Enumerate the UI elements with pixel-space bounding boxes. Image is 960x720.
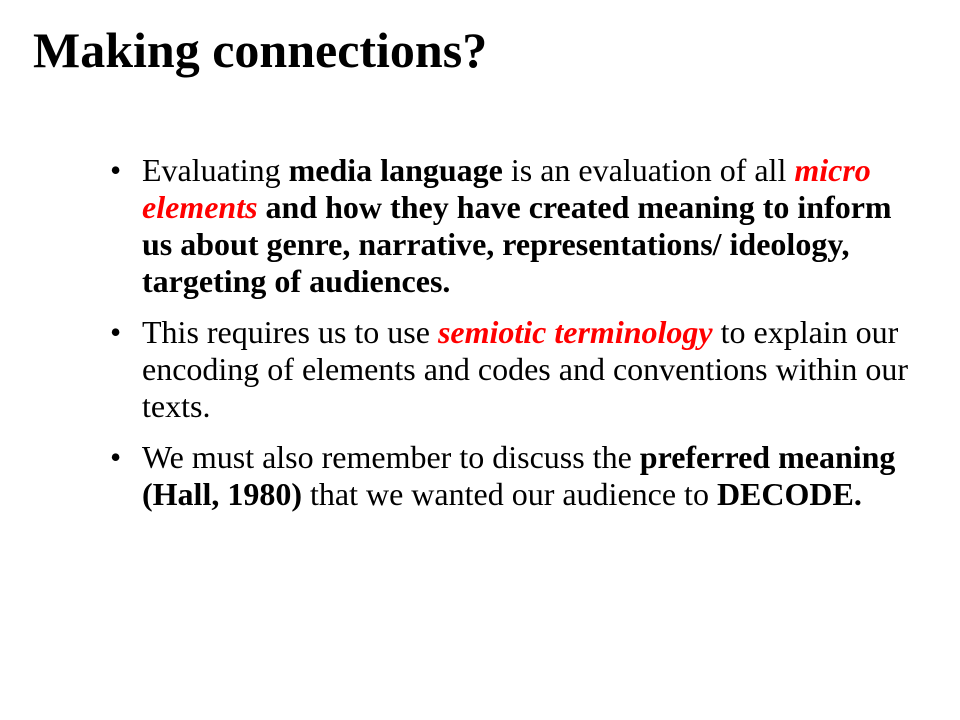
- bullet-text: We must also remember to discuss the: [142, 439, 640, 475]
- bullet-text: This requires us to use: [142, 314, 438, 350]
- bullet-text: that we wanted our audience to: [301, 476, 717, 512]
- bullet-item-preferred-meaning: [110, 439, 910, 513]
- emphasis-micro-elements: micro elements: [142, 152, 871, 225]
- emphasis-preferred-meaning: preferred meaning (Hall, 1980): [142, 439, 896, 512]
- bullet-icon: •: [110, 439, 122, 475]
- bullet-text: is an evaluation of all: [502, 152, 795, 188]
- bullet-item-media-language: [110, 152, 910, 300]
- bullet-icon: •: [110, 152, 122, 188]
- slide-title: Making connections?: [33, 22, 488, 78]
- bullet-text: to explain our encoding of elements and codes and conventions within our texts.: [142, 314, 909, 424]
- bullet-list: [110, 152, 910, 527]
- bullet-text: Evaluating: [142, 152, 289, 188]
- emphasis-decode: DECODE.: [716, 476, 862, 512]
- emphasis-meaning-list: and how they have created meaning to inform us about genre, narrative, representations/ ideology, targeting of audiences.: [142, 189, 892, 299]
- bullet-icon: •: [110, 314, 122, 350]
- bullet-item-semiotic-terminology: [110, 314, 910, 425]
- emphasis-semiotic-terminology: semiotic terminology: [437, 314, 713, 350]
- emphasis-media-language: media language: [288, 152, 503, 188]
